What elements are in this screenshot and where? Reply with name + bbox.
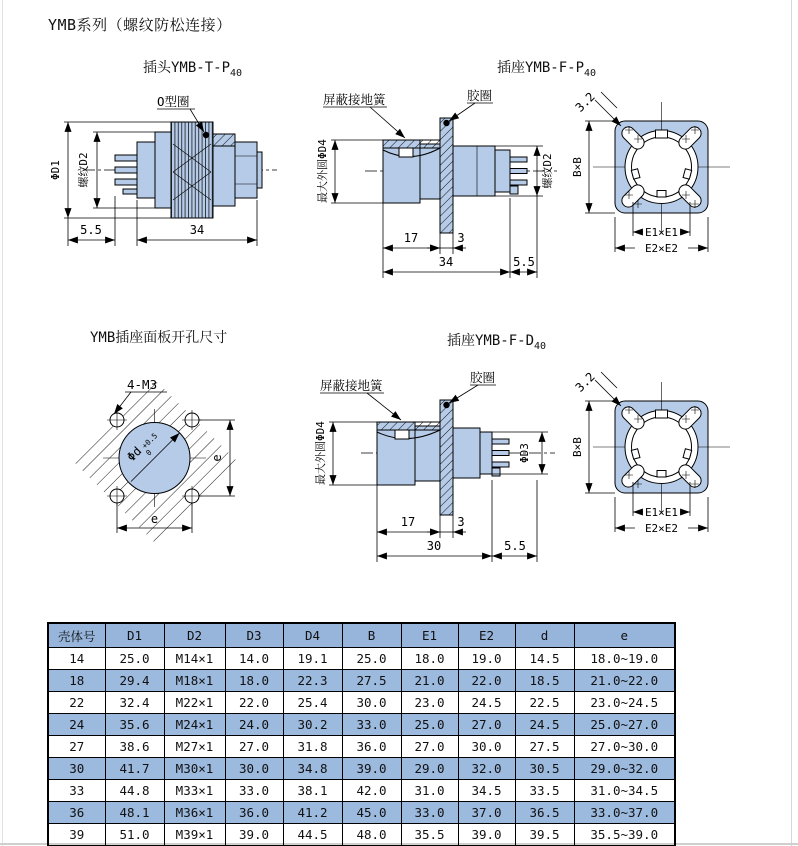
table-cell: 33 (48, 780, 105, 802)
label-4m3: 4-M3 (127, 377, 158, 392)
plug-p40-drawing (35, 78, 315, 273)
column-header: D3 (225, 623, 283, 648)
table-cell: 36.0 (225, 802, 283, 824)
table-cell: 42.0 (342, 780, 401, 802)
title-subscript: 40 (584, 67, 597, 79)
table-cell: 34.5 (458, 780, 515, 802)
table-cell: 35.6 (105, 714, 164, 736)
rubber-ring-dot (443, 120, 449, 126)
dim-phi-d-tol-upper: +0.5 (140, 431, 160, 451)
drawing-title-socket-d40 (447, 330, 546, 352)
column-header: d (515, 623, 574, 648)
table-cell: 30.0 (458, 736, 515, 758)
table-cell: 29.0~32.0 (574, 758, 675, 780)
dim-bxb: B×B (571, 157, 584, 177)
dim-thread-d2: 螺纹D2 (541, 153, 554, 189)
table-cell: 25.0~27.0 (574, 714, 675, 736)
table-cell: 18.0~19.0 (574, 648, 675, 670)
socket-d40-drawing (315, 360, 565, 585)
dim-e-vertical: e (210, 454, 224, 462)
table-cell: 25.0 (105, 648, 164, 670)
table-cell: 22.0 (225, 692, 283, 714)
column-header: B (342, 623, 401, 648)
table-cell: 41.2 (283, 802, 342, 824)
table-row (48, 780, 675, 802)
dim-e1xe1: E1×E1 (644, 226, 679, 239)
table-row (48, 714, 675, 736)
table-cell: 31.0~34.5 (574, 780, 675, 802)
o-ring-dot (203, 132, 209, 138)
title-subscript: 40 (230, 67, 243, 79)
table-cell: 36.5 (515, 802, 574, 824)
table-row (48, 736, 675, 758)
dim-max-outer-d4: 最大外圆ΦD4 (314, 421, 327, 485)
table-cell: M33×1 (164, 780, 225, 802)
spec-table (47, 622, 676, 846)
table-cell: 34.8 (283, 758, 342, 780)
page-title: YMB系列（螺纹防松连接） (48, 16, 232, 34)
dim-phi-d3: ΦD3 (518, 443, 531, 463)
table-cell: 39 (48, 824, 105, 846)
table-row (48, 802, 675, 824)
table-cell: M30×1 (164, 758, 225, 780)
page-edge-right (791, 0, 792, 846)
page-edge-left (2, 0, 3, 846)
table-cell: 33.0 (401, 802, 458, 824)
table-cell: 14.0 (225, 648, 283, 670)
table-cell: 33.5 (515, 780, 574, 802)
dim-e2xe2: E2×E2 (644, 522, 679, 535)
table-cell: 30.0 (342, 692, 401, 714)
table-cell: 30.5 (515, 758, 574, 780)
table-cell: 38.1 (283, 780, 342, 802)
table-cell: 39.0 (225, 824, 283, 846)
table-cell: 23.0~24.5 (574, 692, 675, 714)
table-cell: M39×1 (164, 824, 225, 846)
table-cell: 33.0~37.0 (574, 802, 675, 824)
dim-34: 34 (438, 255, 454, 269)
dim-5-5: 5.5 (80, 223, 102, 237)
table-cell: 25.4 (283, 692, 342, 714)
rubber-ring-label: 胶圈 (467, 88, 493, 103)
table-cell: 35.5 (401, 824, 458, 846)
table-cell: M36×1 (164, 802, 225, 824)
column-header: E2 (458, 623, 515, 648)
table-cell: 22.5 (515, 692, 574, 714)
title-subscript: 40 (534, 340, 547, 352)
table-cell: 25.0 (401, 714, 458, 736)
table-cell: 23.0 (401, 692, 458, 714)
table-cell: 41.7 (105, 758, 164, 780)
o-ring-label: O型圈 (157, 94, 190, 109)
table-row (48, 824, 675, 846)
dim-34: 34 (189, 223, 205, 237)
table-cell: 27 (48, 736, 105, 758)
table-cell: 21.0 (401, 670, 458, 692)
table-header-row (48, 623, 675, 648)
table-cell: 44.8 (105, 780, 164, 802)
rubber-ring-label: 胶圈 (470, 370, 496, 385)
table-cell: 33.0 (225, 780, 283, 802)
table-cell: 14 (48, 648, 105, 670)
table-row (48, 758, 675, 780)
dim-3: 3 (457, 231, 465, 245)
column-header: e (574, 623, 675, 648)
dim-17: 17 (403, 231, 419, 245)
table-cell: 27.5 (342, 670, 401, 692)
dim-phi-d-tol-lower: 0 (144, 447, 154, 458)
dim-phi-d: Φd (124, 444, 145, 465)
table-cell: 35.5~39.0 (574, 824, 675, 846)
drawing-title-socket-p40 (497, 57, 596, 79)
column-header: D2 (164, 623, 225, 648)
rubber-ring-dot (443, 402, 449, 408)
table-cell: 31.0 (401, 780, 458, 802)
panel-cutout-drawing (75, 365, 320, 580)
dim-max-outer-d4: 最大外圆ΦD4 (316, 139, 329, 203)
dim-30: 30 (426, 539, 442, 553)
table-cell: 19.0 (458, 648, 515, 670)
table-cell: 24 (48, 714, 105, 736)
table-cell: M27×1 (164, 736, 225, 758)
table-cell: 27.5 (515, 736, 574, 758)
table-cell: 30 (48, 758, 105, 780)
table-row (48, 648, 675, 670)
column-header: D4 (283, 623, 342, 648)
table-cell: 18 (48, 670, 105, 692)
roughness-value: 3.2 (572, 369, 598, 395)
table-cell: 36.0 (342, 736, 401, 758)
table-cell: 21.0~22.0 (574, 670, 675, 692)
table-cell: 24.5 (515, 714, 574, 736)
table-cell: 27.0 (225, 736, 283, 758)
table-cell: 18.5 (515, 670, 574, 692)
drawing-title-plug-p40 (143, 57, 242, 79)
table-cell: 29.0 (401, 758, 458, 780)
table-cell: 22.0 (458, 670, 515, 692)
dim-bxb: B×B (571, 437, 584, 457)
table-cell: 30.2 (283, 714, 342, 736)
table-cell: M14×1 (164, 648, 225, 670)
table-cell: 32.4 (105, 692, 164, 714)
table-cell: M22×1 (164, 692, 225, 714)
dim-5-5: 5.5 (504, 539, 526, 553)
column-header: D1 (105, 623, 164, 648)
table-cell: 36 (48, 802, 105, 824)
dim-phi-d1: ΦD1 (49, 160, 62, 180)
table-cell: 19.1 (283, 648, 342, 670)
table-cell: 39.5 (515, 824, 574, 846)
table-cell: 24.5 (458, 692, 515, 714)
table-cell: 22.3 (283, 670, 342, 692)
shield-spring-label: 屏蔽接地簧 (323, 92, 386, 107)
table-cell: M18×1 (164, 670, 225, 692)
drawing-title-panel-cutout: YMB插座面板开孔尺寸 (90, 330, 228, 346)
table-cell: 30.0 (225, 758, 283, 780)
table-cell: 38.6 (105, 736, 164, 758)
table-cell: 44.5 (283, 824, 342, 846)
shield-spring-label: 屏蔽接地簧 (320, 378, 383, 393)
table-cell: 39.0 (458, 824, 515, 846)
table-cell: 45.0 (342, 802, 401, 824)
title-text: 插座YMB-F-D (447, 333, 535, 349)
flange-front-view-top (571, 80, 790, 290)
table-cell: 37.0 (458, 802, 515, 824)
table-cell: 27.0~30.0 (574, 736, 675, 758)
dim-e2xe2: E2×E2 (644, 242, 679, 255)
table-cell: 51.0 (105, 824, 164, 846)
table-cell: 31.8 (283, 736, 342, 758)
table-cell: 27.0 (458, 714, 515, 736)
table-cell: 18.0 (401, 648, 458, 670)
table-cell: 25.0 (342, 648, 401, 670)
table-row (48, 692, 675, 714)
table-cell: 48.0 (342, 824, 401, 846)
column-header: E1 (401, 623, 458, 648)
table-cell: 33.0 (342, 714, 401, 736)
table-cell: 39.0 (342, 758, 401, 780)
table-cell: 24.0 (225, 714, 283, 736)
table-cell: 48.1 (105, 802, 164, 824)
dim-17: 17 (400, 515, 416, 529)
table-cell: 14.5 (515, 648, 574, 670)
table-cell: M24×1 (164, 714, 225, 736)
table-cell: 29.4 (105, 670, 164, 692)
title-text: 插头YMB-T-P (143, 60, 231, 76)
flange-front-view-bottom (571, 360, 790, 570)
title-text: 插座YMB-F-P (497, 60, 585, 76)
dim-3: 3 (457, 515, 465, 529)
socket-p40-drawing (315, 78, 565, 298)
roughness-value: 3.2 (572, 89, 598, 115)
dim-e1xe1: E1×E1 (644, 506, 679, 519)
table-cell: 27.0 (401, 736, 458, 758)
table-row (48, 670, 675, 692)
dim-e-horizontal: e (150, 512, 159, 526)
table-cell: 18.0 (225, 670, 283, 692)
table-cell: 32.0 (458, 758, 515, 780)
dim-thread-d2: 螺纹D2 (77, 152, 90, 188)
dim-5-5: 5.5 (513, 255, 535, 269)
table-cell: 22 (48, 692, 105, 714)
column-header: 壳体号 (48, 623, 105, 648)
